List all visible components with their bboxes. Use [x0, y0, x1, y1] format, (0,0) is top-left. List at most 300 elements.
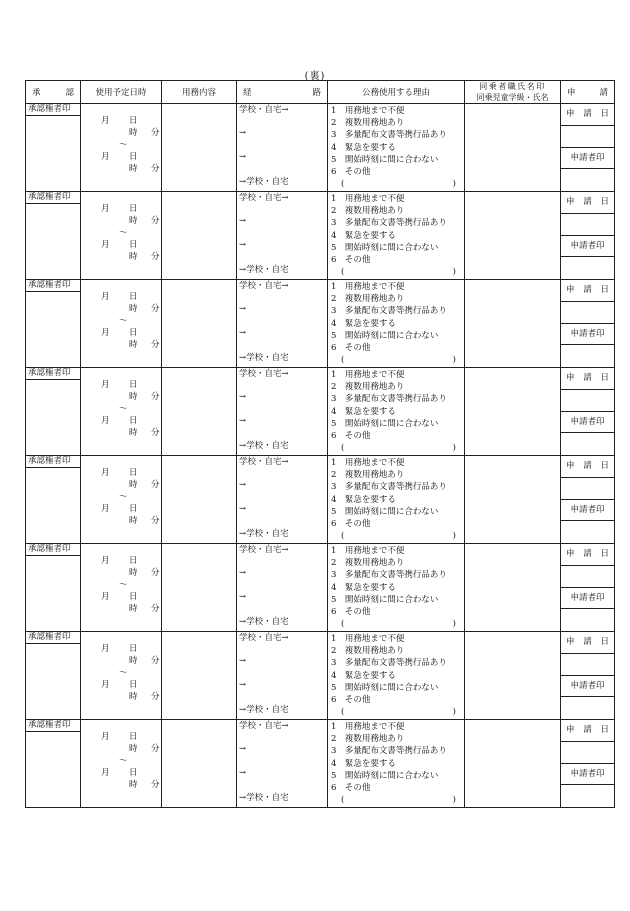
paren-open: (: [341, 531, 345, 542]
apply-date-label: [561, 104, 614, 126]
applicant-seal-label: [561, 412, 614, 434]
reason-option-4[interactable]: 4 緊急を要する: [331, 142, 396, 153]
end-hour-label: 時: [129, 692, 138, 702]
other-reason-field[interactable]: [331, 706, 456, 718]
reason-option-5[interactable]: 5 開始時刻に間に合わない: [331, 682, 439, 693]
datetime-cell[interactable]: [81, 544, 162, 632]
tilde-separator: ～: [119, 580, 128, 590]
end-minute-label: 分: [151, 692, 160, 702]
apply-date-char-3: 日: [600, 197, 609, 208]
reason-option-4[interactable]: 4 緊急を要する: [331, 758, 396, 769]
reason-option-6[interactable]: 6 その他: [331, 166, 371, 177]
tilde-separator: ～: [119, 404, 128, 414]
other-reason-field[interactable]: [331, 354, 456, 366]
end-hour-label: 時: [129, 340, 138, 350]
start-day-label: 日: [129, 116, 138, 126]
end-minute-label: 分: [151, 340, 160, 350]
reason-option-3[interactable]: 3 多量配布文書等携行品あり: [331, 746, 447, 757]
paren-open: (: [341, 179, 345, 190]
end-day-label: 日: [129, 504, 138, 514]
datetime-cell[interactable]: [81, 720, 162, 808]
usage-entry-row: [26, 632, 615, 720]
start-minute-label: 分: [151, 656, 160, 666]
other-reason-field[interactable]: [331, 794, 456, 806]
apply-date-label: [561, 280, 614, 302]
applicant-seal-text: 申請者印: [570, 504, 605, 515]
reason-option-5[interactable]: 5 開始時刻に間に合わない: [331, 242, 439, 253]
approval-cell: [26, 544, 81, 632]
passenger-cell[interactable]: [465, 544, 561, 632]
end-hour-label: 時: [129, 604, 138, 614]
apply-date-field[interactable]: [561, 654, 614, 676]
reason-option-5[interactable]: 5 開始時刻に間に合わない: [331, 330, 439, 341]
business-content-cell[interactable]: [162, 104, 237, 192]
apply-date-label: [561, 368, 614, 390]
reason-option-5[interactable]: 5 開始時刻に間に合わない: [331, 506, 439, 517]
reason-option-1[interactable]: 1 用務地まで不便: [331, 546, 405, 556]
reason-cell[interactable]: [328, 192, 465, 280]
apply-date-char-1: 申: [566, 725, 575, 736]
datetime-cell[interactable]: [81, 632, 162, 720]
reason-cell[interactable]: [328, 544, 465, 632]
applicant-seal-label: [561, 588, 614, 610]
datetime-cell[interactable]: [81, 192, 162, 280]
reason-option-3[interactable]: 3 多量配布文書等携行品あり: [331, 570, 447, 581]
application-cell: [561, 720, 615, 808]
tilde-separator: ～: [119, 756, 128, 766]
reason-cell[interactable]: [328, 632, 465, 720]
paren-close: ): [452, 443, 456, 454]
reason-option-2[interactable]: 2 複数用務地あり: [331, 118, 405, 129]
application-cell: [561, 456, 615, 544]
datetime-cell[interactable]: [81, 104, 162, 192]
header-route-char-2: 路: [312, 88, 321, 98]
application-cell: [561, 104, 615, 192]
applicant-seal-field[interactable]: [561, 345, 614, 366]
reason-option-3[interactable]: 3 多量配布文書等携行品あり: [331, 658, 447, 669]
header-scheduled-datetime: 使用予定日時: [81, 81, 162, 104]
passenger-cell[interactable]: [465, 456, 561, 544]
apply-date-char-2: 請: [583, 549, 592, 560]
business-content-cell[interactable]: [162, 720, 237, 808]
end-hour-label: 時: [129, 164, 138, 174]
approval-cell: [26, 368, 81, 456]
usage-entry-row: [26, 456, 615, 544]
paren-close: ): [452, 707, 456, 718]
reason-option-3[interactable]: 3 多量配布文書等携行品あり: [331, 306, 447, 317]
route-arrow-2: →: [239, 504, 247, 514]
reason-option-1[interactable]: 1 用務地まで不便: [331, 282, 405, 292]
route-end-label: →学校・自宅: [239, 177, 289, 187]
paren-close: ): [452, 355, 456, 366]
end-minute-label: 分: [151, 604, 160, 614]
header-reason: 公務使用する理由: [328, 81, 465, 104]
applicant-seal-label: [561, 148, 614, 170]
reason-option-1[interactable]: 1 用務地まで不便: [331, 194, 405, 204]
reason-option-1[interactable]: 1 用務地まで不便: [331, 370, 405, 380]
reason-option-4[interactable]: 4 緊急を要する: [331, 494, 396, 505]
apply-date-field[interactable]: [561, 390, 614, 412]
approver-seal-label: 承認権者印: [26, 720, 80, 732]
reason-cell[interactable]: [328, 368, 465, 456]
apply-date-char-2: 請: [583, 109, 592, 120]
apply-date-char-2: 請: [583, 637, 592, 648]
apply-date-label: [561, 192, 614, 214]
start-hour-label: 時: [129, 216, 138, 226]
route-end-label: →学校・自宅: [239, 353, 289, 363]
applicant-seal-field[interactable]: [561, 785, 614, 806]
reason-option-4[interactable]: 4 緊急を要する: [331, 582, 396, 593]
applicant-seal-field[interactable]: [561, 609, 614, 630]
reason-option-2[interactable]: 2 複数用務地あり: [331, 206, 405, 217]
reason-option-6[interactable]: 6 その他: [331, 342, 371, 353]
usage-entry-row: [26, 368, 615, 456]
applicant-seal-text: 申請者印: [570, 592, 605, 603]
reason-option-3[interactable]: 3 多量配布文書等携行品あり: [331, 394, 447, 405]
route-arrow-2: →: [239, 240, 247, 250]
start-hour-label: 時: [129, 128, 138, 138]
other-reason-field[interactable]: [331, 178, 456, 190]
apply-date-char-2: 請: [583, 725, 592, 736]
business-content-cell[interactable]: [162, 456, 237, 544]
route-arrow-1: →: [239, 480, 247, 490]
reason-option-1[interactable]: 1 用務地まで不便: [331, 458, 405, 468]
header-passenger: [465, 81, 561, 104]
application-cell: [561, 632, 615, 720]
reason-cell[interactable]: [328, 280, 465, 368]
start-month-label: 月: [101, 732, 110, 742]
start-day-label: 日: [129, 556, 138, 566]
reason-option-6[interactable]: 6 その他: [331, 518, 371, 529]
apply-date-field[interactable]: [561, 126, 614, 148]
end-hour-label: 時: [129, 428, 138, 438]
start-hour-label: 時: [129, 392, 138, 402]
approval-cell: [26, 192, 81, 280]
apply-date-char-1: 申: [566, 109, 575, 120]
route-cell[interactable]: [237, 720, 328, 808]
usage-entry-row: [26, 104, 615, 192]
end-month-label: 月: [101, 152, 110, 162]
route-start-label: 学校・自宅→: [239, 721, 289, 731]
route-cell[interactable]: [237, 280, 328, 368]
approval-cell: [26, 104, 81, 192]
header-passenger-line2: 同乗児童学級・氏名: [476, 93, 549, 102]
end-day-label: 日: [129, 240, 138, 250]
reason-option-1[interactable]: 1 用務地まで不便: [331, 634, 405, 644]
start-hour-label: 時: [129, 568, 138, 578]
applicant-seal-label: [561, 236, 614, 258]
start-month-label: 月: [101, 292, 110, 302]
reason-option-2[interactable]: 2 複数用務地あり: [331, 646, 405, 657]
route-end-label: →学校・自宅: [239, 793, 289, 803]
apply-date-char-3: 日: [600, 637, 609, 648]
reason-option-1[interactable]: 1 用務地まで不便: [331, 722, 405, 732]
approver-seal-label: 承認権者印: [26, 632, 80, 644]
start-minute-label: 分: [151, 392, 160, 402]
applicant-seal-text: 申請者印: [570, 416, 605, 427]
route-end-label: →学校・自宅: [239, 265, 289, 275]
route-start-label: 学校・自宅→: [239, 545, 289, 555]
usage-entry-row: [26, 280, 615, 368]
start-day-label: 日: [129, 644, 138, 654]
route-start-label: 学校・自宅→: [239, 281, 289, 291]
reason-option-6[interactable]: 6 その他: [331, 430, 371, 441]
apply-date-char-1: 申: [566, 461, 575, 472]
reason-cell[interactable]: [328, 104, 465, 192]
apply-date-field[interactable]: [561, 566, 614, 588]
passenger-cell[interactable]: [465, 720, 561, 808]
page-title: (裏): [304, 71, 326, 82]
other-reason-field[interactable]: [331, 442, 456, 454]
reason-option-1[interactable]: 1 用務地まで不便: [331, 106, 405, 116]
reason-option-5[interactable]: 5 開始時刻に間に合わない: [331, 418, 439, 429]
route-start-label: 学校・自宅→: [239, 457, 289, 467]
reason-option-6[interactable]: 6 その他: [331, 254, 371, 265]
reason-option-4[interactable]: 4 緊急を要する: [331, 230, 396, 241]
reason-option-3[interactable]: 3 多量配布文書等携行品あり: [331, 130, 447, 141]
business-content-cell[interactable]: [162, 632, 237, 720]
paren-open: (: [341, 355, 345, 366]
applicant-seal-label: [561, 324, 614, 346]
end-minute-label: 分: [151, 428, 160, 438]
approver-seal-label: 承認権者印: [26, 280, 80, 292]
end-month-label: 月: [101, 504, 110, 514]
reason-option-2[interactable]: 2 複数用務地あり: [331, 558, 405, 569]
passenger-cell[interactable]: [465, 368, 561, 456]
approver-seal-label: 承認権者印: [26, 104, 80, 116]
end-minute-label: 分: [151, 516, 160, 526]
paren-open: (: [341, 267, 345, 278]
apply-date-label: [561, 544, 614, 566]
route-arrow-2: →: [239, 592, 247, 602]
apply-date-char-2: 請: [583, 373, 592, 384]
end-day-label: 日: [129, 592, 138, 602]
end-day-label: 日: [129, 680, 138, 690]
approver-seal-label: 承認権者印: [26, 456, 80, 468]
reason-option-5[interactable]: 5 開始時刻に間に合わない: [331, 770, 439, 781]
other-reason-field[interactable]: [331, 530, 456, 542]
route-cell[interactable]: [237, 544, 328, 632]
business-content-cell[interactable]: [162, 280, 237, 368]
usage-entry-row: [26, 720, 615, 808]
header-approval-char-1: 承: [32, 88, 41, 98]
tilde-separator: ～: [119, 316, 128, 326]
start-day-label: 日: [129, 732, 138, 742]
paren-close: ): [452, 531, 456, 542]
end-minute-label: 分: [151, 164, 160, 174]
application-cell: [561, 544, 615, 632]
approval-cell: [26, 720, 81, 808]
route-arrow-1: →: [239, 656, 247, 666]
apply-date-char-3: 日: [600, 549, 609, 560]
paren-close: ): [452, 179, 456, 190]
other-reason-field[interactable]: [331, 266, 456, 278]
applicant-seal-text: 申請者印: [570, 240, 605, 251]
reason-option-6[interactable]: 6 その他: [331, 782, 371, 793]
reason-option-2[interactable]: 2 複数用務地あり: [331, 734, 405, 745]
business-content-cell[interactable]: [162, 544, 237, 632]
apply-date-field[interactable]: [561, 214, 614, 236]
reason-option-2[interactable]: 2 複数用務地あり: [331, 382, 405, 393]
route-end-label: →学校・自宅: [239, 529, 289, 539]
start-minute-label: 分: [151, 568, 160, 578]
start-month-label: 月: [101, 204, 110, 214]
reason-cell[interactable]: [328, 456, 465, 544]
reason-option-3[interactable]: 3 多量配布文書等携行品あり: [331, 218, 447, 229]
applicant-seal-field[interactable]: [561, 521, 614, 542]
start-hour-label: 時: [129, 480, 138, 490]
end-month-label: 月: [101, 768, 110, 778]
start-minute-label: 分: [151, 304, 160, 314]
applicant-seal-label: [561, 500, 614, 522]
end-day-label: 日: [129, 328, 138, 338]
end-day-label: 日: [129, 416, 138, 426]
apply-date-char-1: 申: [566, 285, 575, 296]
apply-date-field[interactable]: [561, 478, 614, 500]
apply-date-field[interactable]: [561, 302, 614, 324]
route-cell[interactable]: [237, 192, 328, 280]
tilde-separator: ～: [119, 228, 128, 238]
route-arrow-1: →: [239, 304, 247, 314]
header-passenger-line1: 同乗者職氏名印: [479, 82, 546, 91]
end-month-label: 月: [101, 592, 110, 602]
reason-option-6[interactable]: 6 その他: [331, 606, 371, 617]
usage-entry-row: [26, 544, 615, 632]
start-month-label: 月: [101, 116, 110, 126]
route-cell[interactable]: [237, 456, 328, 544]
start-hour-label: 時: [129, 744, 138, 754]
route-start-label: 学校・自宅→: [239, 105, 289, 115]
reason-cell[interactable]: [328, 720, 465, 808]
reason-option-6[interactable]: 6 その他: [331, 694, 371, 705]
apply-date-label: [561, 632, 614, 654]
header-approval: [26, 81, 81, 104]
applicant-seal-field[interactable]: [561, 169, 614, 190]
end-day-label: 日: [129, 152, 138, 162]
apply-date-char-2: 請: [583, 197, 592, 208]
paren-open: (: [341, 443, 345, 454]
route-arrow-2: →: [239, 768, 247, 778]
start-day-label: 日: [129, 204, 138, 214]
end-minute-label: 分: [151, 780, 160, 790]
reason-option-4[interactable]: 4 緊急を要する: [331, 670, 396, 681]
reason-option-3[interactable]: 3 多量配布文書等携行品あり: [331, 482, 447, 493]
reason-option-5[interactable]: 5 開始時刻に間に合わない: [331, 154, 439, 165]
tilde-separator: ～: [119, 668, 128, 678]
approver-seal-label: 承認権者印: [26, 368, 80, 380]
start-hour-label: 時: [129, 304, 138, 314]
header-application-char-2: 請: [599, 88, 608, 98]
route-end-label: →学校・自宅: [239, 617, 289, 627]
paren-open: (: [341, 707, 345, 718]
apply-date-char-1: 申: [566, 373, 575, 384]
applicant-seal-field[interactable]: [561, 433, 614, 454]
route-end-label: →学校・自宅: [239, 705, 289, 715]
end-month-label: 月: [101, 416, 110, 426]
paren-close: ): [452, 795, 456, 806]
apply-date-char-2: 請: [583, 461, 592, 472]
apply-date-label: [561, 456, 614, 478]
approval-cell: [26, 280, 81, 368]
route-cell[interactable]: [237, 104, 328, 192]
route-arrow-2: →: [239, 152, 247, 162]
start-hour-label: 時: [129, 656, 138, 666]
business-content-cell[interactable]: [162, 368, 237, 456]
end-hour-label: 時: [129, 516, 138, 526]
approver-seal-label: 承認権者印: [26, 192, 80, 204]
header-approval-char-2: 認: [65, 88, 74, 98]
datetime-cell[interactable]: [81, 456, 162, 544]
reason-option-2[interactable]: 2 複数用務地あり: [331, 294, 405, 305]
end-minute-label: 分: [151, 252, 160, 262]
reason-option-4[interactable]: 4 緊急を要する: [331, 318, 396, 329]
end-month-label: 月: [101, 240, 110, 250]
header-row: [26, 81, 615, 104]
route-arrow-1: →: [239, 392, 247, 402]
datetime-cell[interactable]: [81, 368, 162, 456]
business-content-cell[interactable]: [162, 192, 237, 280]
passenger-cell[interactable]: [465, 192, 561, 280]
route-arrow-1: →: [239, 744, 247, 754]
header-route: [237, 81, 328, 104]
paren-close: ): [452, 619, 456, 630]
application-cell: [561, 368, 615, 456]
start-day-label: 日: [129, 292, 138, 302]
applicant-seal-field[interactable]: [561, 257, 614, 278]
applicant-seal-text: 申請者印: [570, 768, 605, 779]
route-arrow-1: →: [239, 568, 247, 578]
route-cell[interactable]: [237, 632, 328, 720]
reason-option-4[interactable]: 4 緊急を要する: [331, 406, 396, 417]
paren-open: (: [341, 619, 345, 630]
end-month-label: 月: [101, 328, 110, 338]
header-application-char-1: 申: [567, 88, 576, 98]
reason-option-2[interactable]: 2 複数用務地あり: [331, 470, 405, 481]
usage-entry-row: [26, 192, 615, 280]
apply-date-char-1: 申: [566, 197, 575, 208]
application-cell: [561, 192, 615, 280]
reason-option-5[interactable]: 5 開始時刻に間に合わない: [331, 594, 439, 605]
route-start-label: 学校・自宅→: [239, 633, 289, 643]
approval-cell: [26, 632, 81, 720]
header-route-char-1: 経: [243, 88, 252, 98]
passenger-cell[interactable]: [465, 632, 561, 720]
other-reason-field[interactable]: [331, 618, 456, 630]
start-month-label: 月: [101, 380, 110, 390]
route-arrow-2: →: [239, 680, 247, 690]
applicant-seal-field[interactable]: [561, 697, 614, 718]
passenger-cell[interactable]: [465, 104, 561, 192]
apply-date-label: [561, 720, 614, 742]
route-end-label: →学校・自宅: [239, 441, 289, 451]
apply-date-field[interactable]: [561, 742, 614, 764]
header-application: [561, 81, 615, 104]
route-cell[interactable]: [237, 368, 328, 456]
passenger-cell[interactable]: [465, 280, 561, 368]
end-hour-label: 時: [129, 780, 138, 790]
applicant-seal-text: 申請者印: [570, 328, 605, 339]
route-arrow-2: →: [239, 328, 247, 338]
route-start-label: 学校・自宅→: [239, 193, 289, 203]
datetime-cell[interactable]: [81, 280, 162, 368]
tilde-separator: ～: [119, 140, 128, 150]
apply-date-char-3: 日: [600, 461, 609, 472]
applicant-seal-label: [561, 676, 614, 698]
application-cell: [561, 280, 615, 368]
apply-date-char-1: 申: [566, 637, 575, 648]
apply-date-char-3: 日: [600, 285, 609, 296]
paren-close: ): [452, 267, 456, 278]
